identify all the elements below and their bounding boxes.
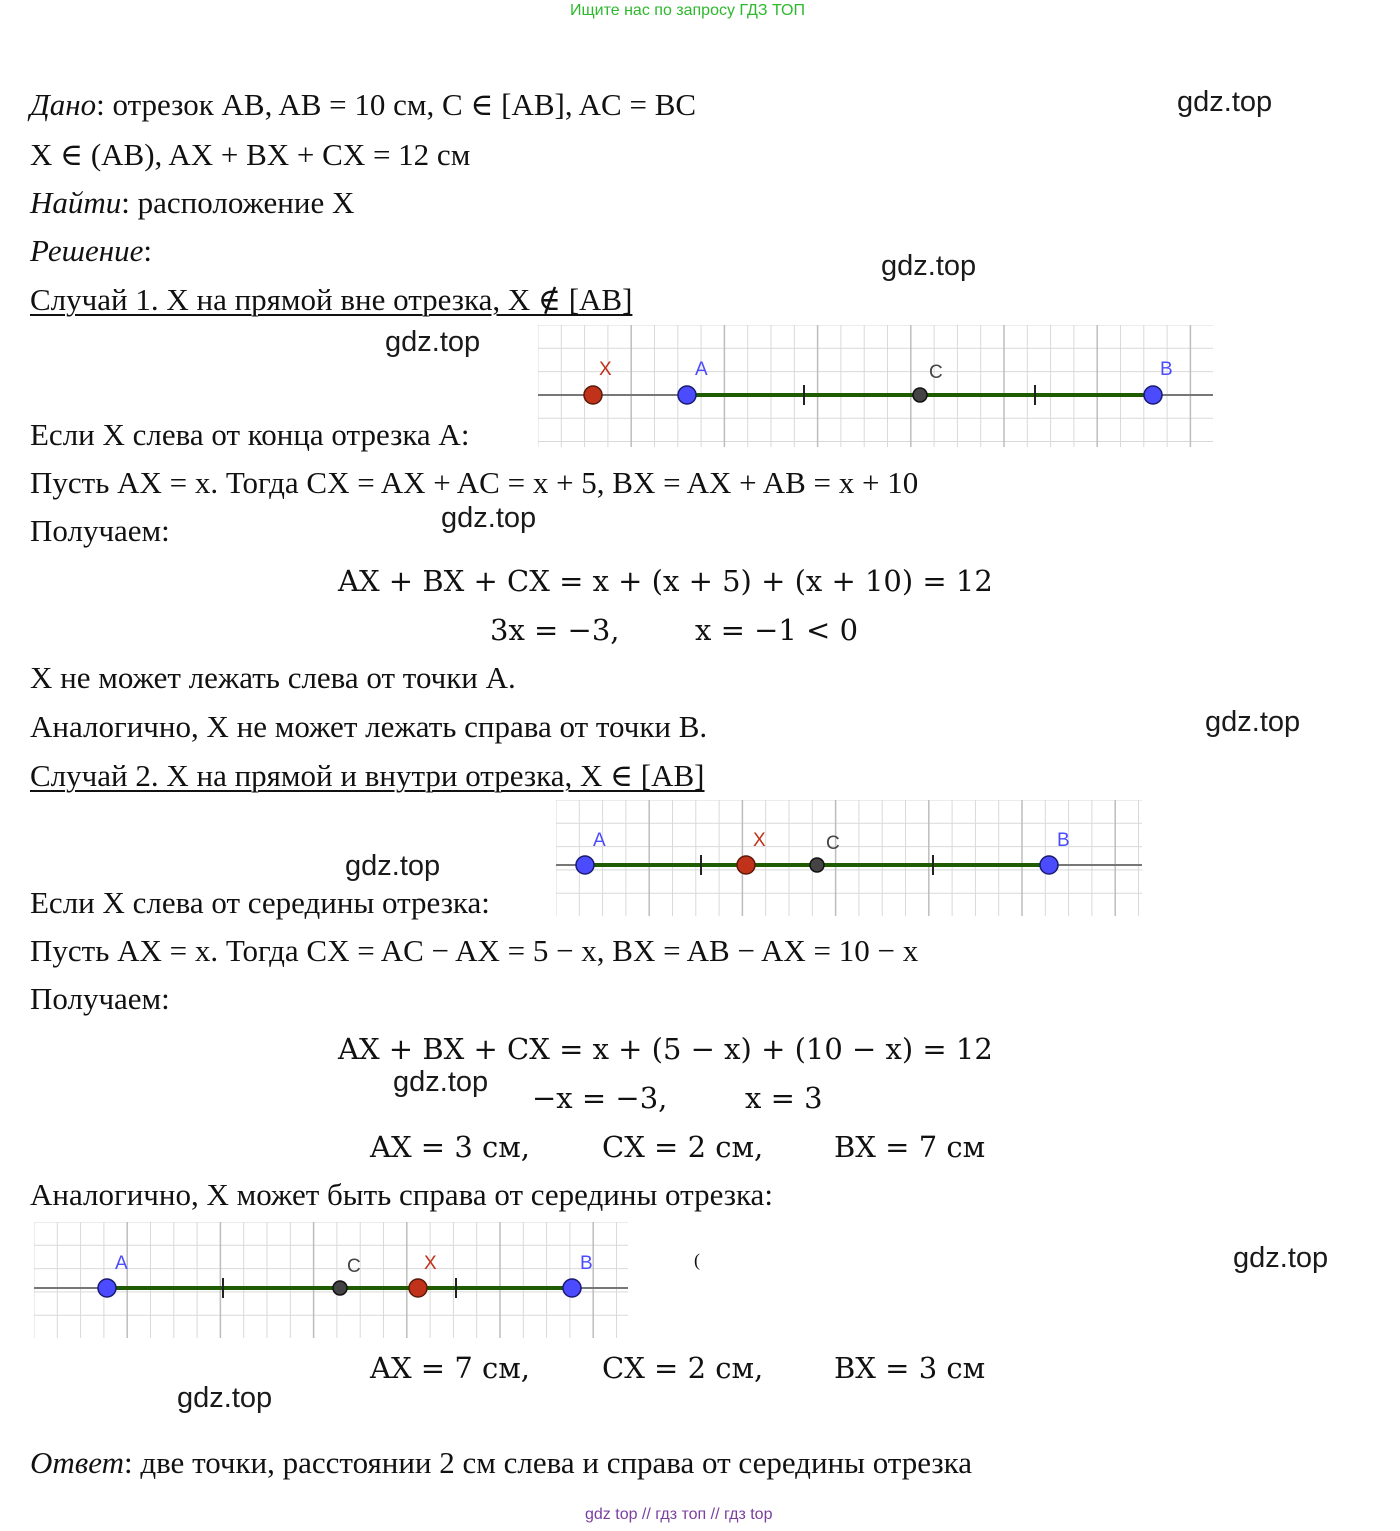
case2-heading: Случай 2. X на прямой и внутри отрезка, X ∈ [AB] bbox=[30, 758, 705, 793]
case1-eq-3x: 3x = −3, bbox=[490, 613, 620, 647]
point-b bbox=[563, 1279, 581, 1297]
case1-heading: Случай 1. X на прямой вне отрезка, X ∉ [AB] bbox=[30, 282, 633, 317]
label-a: A bbox=[115, 1253, 128, 1274]
watermark: gdz.top bbox=[441, 502, 537, 534]
given-label: Дано bbox=[30, 87, 97, 122]
case2-equation: AX + BX + CX = x + (5 − x) + (10 − x) = 12 bbox=[338, 1032, 993, 1066]
stray-mark: ( bbox=[694, 1250, 700, 1270]
watermark: gdz.top bbox=[345, 850, 441, 882]
watermark: gdz.top bbox=[385, 326, 481, 358]
solution-colon: : bbox=[143, 233, 152, 268]
solution-label: Решение bbox=[30, 233, 144, 268]
case2-right-number-line-figure bbox=[34, 1222, 628, 1338]
label-a: A bbox=[593, 830, 606, 851]
watermark: gdz.top bbox=[393, 1066, 489, 1098]
case2-let-line: Пусть AX = x. Тогда CX = AC − AX = 5 − x, BX = AB − AX = 10 − x bbox=[30, 933, 919, 968]
watermark: gdz.top bbox=[177, 1382, 273, 1414]
case1-equation: AX + BX + CX = x + (x + 5) + (x + 10) = 12 bbox=[338, 564, 993, 598]
case2-result1-ax: AX = 3 см, bbox=[370, 1130, 531, 1164]
solution-line bbox=[30, 232, 152, 270]
point-a bbox=[98, 1279, 116, 1297]
given-line-1 bbox=[30, 86, 696, 124]
case1-get: Получаем: bbox=[30, 513, 170, 548]
case1-eq-x: x = −1 < 0 bbox=[695, 613, 859, 647]
answer-line bbox=[30, 1444, 972, 1482]
case2-result1-bx: BX = 7 см bbox=[834, 1130, 986, 1164]
label-a: A bbox=[695, 359, 708, 380]
grid bbox=[34, 1222, 628, 1338]
point-c bbox=[913, 388, 927, 402]
find-line bbox=[30, 184, 354, 222]
case2-number-line-figure bbox=[556, 800, 1142, 916]
watermark: gdz.top bbox=[1233, 1242, 1329, 1274]
case1-conclusion-1: X не может лежать слева от точки A. bbox=[30, 660, 516, 695]
answer-label: Ответ bbox=[30, 1445, 124, 1480]
top-banner: Ищите нас по запросу ГДЗ ТОП bbox=[570, 2, 805, 19]
given-text-1: : отрезок AB, AB = 10 см, C ∈ [AB], AC = BC bbox=[96, 87, 697, 122]
label-c: C bbox=[347, 1256, 361, 1277]
point-x bbox=[584, 386, 602, 404]
label-x: X bbox=[753, 830, 766, 851]
case2-result2-ax: AX = 7 см, bbox=[370, 1351, 531, 1385]
case1-conclusion-2: Аналогично, X не может лежать справа от точки B. bbox=[30, 709, 708, 744]
case1-number-line-figure bbox=[538, 325, 1213, 447]
case1-left-intro: Если X слева от конца отрезка A: bbox=[30, 417, 470, 452]
label-b: B bbox=[1057, 830, 1070, 851]
point-x bbox=[737, 856, 755, 874]
point-c bbox=[810, 858, 824, 872]
case2-result1-cx: CX = 2 см, bbox=[602, 1130, 764, 1164]
point-x bbox=[409, 1279, 427, 1297]
case2-get: Получаем: bbox=[30, 981, 170, 1016]
point-b bbox=[1144, 386, 1162, 404]
footer-links: gdz top // гдз топ // гдз top bbox=[585, 1506, 773, 1523]
case2-eq-x: x = 3 bbox=[745, 1081, 823, 1115]
label-c: C bbox=[826, 833, 840, 854]
answer-text: : две точки, расстоянии 2 см слева и справа от середины отрезка bbox=[123, 1445, 972, 1480]
case2-result2-cx: CX = 2 см, bbox=[602, 1351, 764, 1385]
watermark: gdz.top bbox=[1177, 86, 1273, 118]
case2-similar: Аналогично, X может быть справа от середины отрезка: bbox=[30, 1177, 773, 1212]
case2-left-intro: Если X слева от середины отрезка: bbox=[30, 885, 490, 920]
point-c bbox=[333, 1281, 347, 1295]
watermark: gdz.top bbox=[1205, 706, 1301, 738]
find-label: Найти bbox=[30, 185, 122, 220]
case2-eq-minus-x: −x = −3, bbox=[532, 1081, 668, 1115]
given-line-2: X ∈ (AB), AX + BX + CX = 12 см bbox=[30, 137, 471, 172]
label-b: B bbox=[580, 1253, 593, 1274]
label-b: B bbox=[1160, 359, 1173, 380]
grid bbox=[538, 325, 1213, 447]
find-text: : расположение X bbox=[121, 185, 355, 220]
label-x: X bbox=[424, 1253, 437, 1274]
point-b bbox=[1040, 856, 1058, 874]
point-a bbox=[576, 856, 594, 874]
case1-let-line: Пусть AX = x. Тогда CX = AX + AC = x + 5, BX = AX + AB = x + 10 bbox=[30, 465, 919, 500]
watermark: gdz.top bbox=[881, 250, 977, 282]
point-a bbox=[678, 386, 696, 404]
case2-result2-bx: BX = 3 см bbox=[834, 1351, 986, 1385]
label-c: C bbox=[929, 362, 943, 383]
label-x: X bbox=[599, 359, 612, 380]
